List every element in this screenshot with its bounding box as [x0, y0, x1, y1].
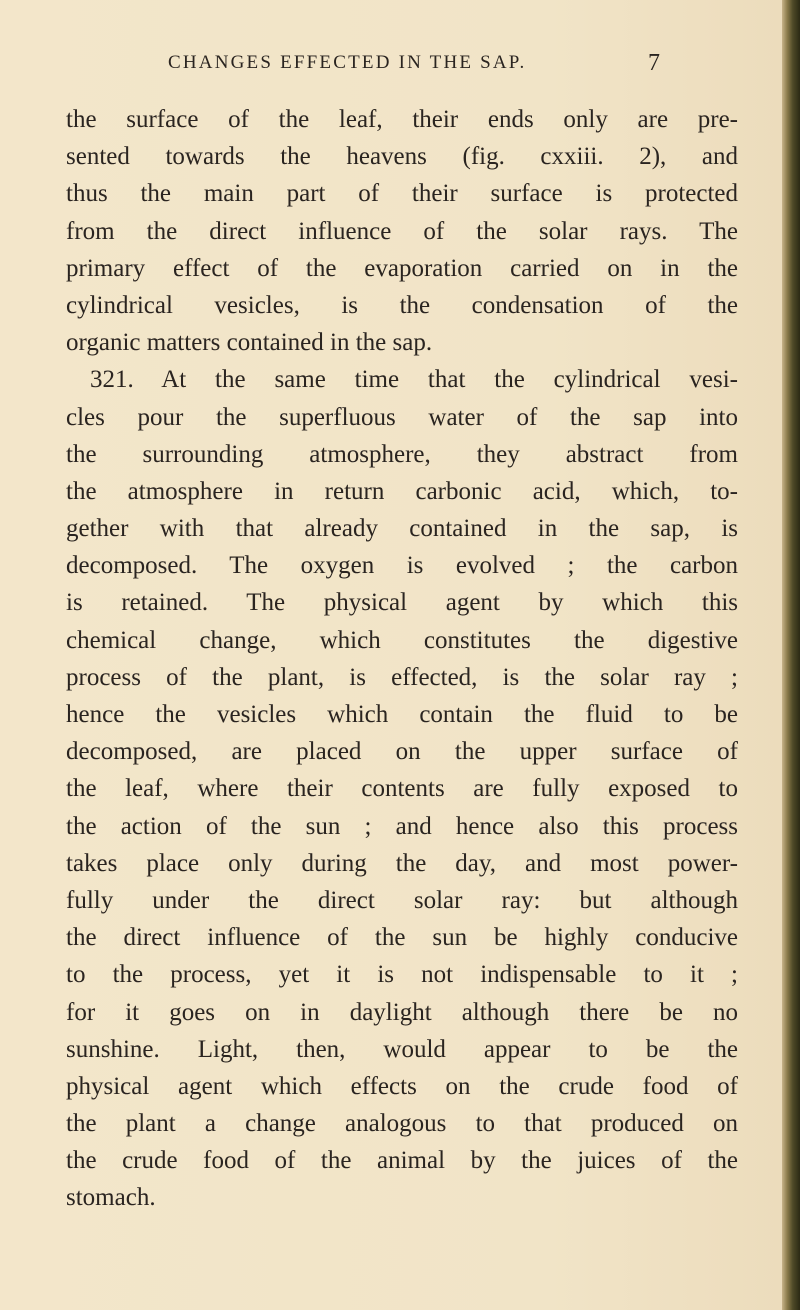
text-line: cylindrical vesicles, is the condensation of the	[66, 291, 738, 319]
body-text	[66, 101, 738, 1217]
text-line: primary effect of the evaporation carried on in the	[66, 254, 738, 282]
text-line: sunshine. Light, then, would appear to be the	[66, 1035, 738, 1063]
text-line: sented towards the heavens (fig. cxxiii. 2), and	[66, 143, 738, 171]
text-line: the direct influence of the sun be highly conducive	[66, 924, 738, 952]
text-line: fully under the direct solar ray: but although	[66, 886, 738, 914]
text-line: to the process, yet it is not indispensable to it ;	[66, 961, 738, 989]
page-binding-edge	[782, 0, 800, 1310]
text-line: hence the vesicles which contain the fluid to be	[66, 701, 738, 728]
text-line: the atmosphere in return carbonic acid, which, to-	[66, 477, 738, 505]
text-line: the leaf, where their contents are fully exposed to	[66, 775, 738, 803]
text-line: decomposed. The oxygen is evolved ; the carbon	[66, 552, 738, 580]
text-line: stomach.	[66, 1184, 156, 1212]
running-head: CHANGES EFFECTED IN THE SAP.	[168, 52, 527, 73]
page-number: 7	[648, 50, 660, 76]
text-line: thus the main part of their surface is protected	[66, 180, 738, 208]
text-line: chemical change, which constitutes the digestive	[66, 626, 738, 654]
text-line: process of the plant, is effected, is the solar ray ;	[66, 663, 738, 691]
text-line: is retained. The physical agent by which this	[66, 589, 738, 617]
text-line: the plant a change analogous to that produced on	[66, 1110, 738, 1138]
text-line: organic matters contained in the sap.	[66, 329, 433, 357]
text-line: the surrounding atmosphere, they abstract from	[66, 440, 738, 468]
text-line: for it goes on in daylight although there be no	[66, 998, 738, 1026]
text-line: the action of the sun ; and hence also this process	[66, 812, 738, 840]
text-line: gether with that already contained in the sap, is	[66, 515, 738, 543]
text-line: cles pour the superfluous water of the sap into	[66, 403, 738, 431]
paragraph-start-line: 321. At the same time that the cylindrical vesi-	[90, 366, 738, 394]
text-line: the crude food of the animal by the juices of the	[66, 1147, 738, 1175]
text-line: takes place only during the day, and most power-	[66, 849, 738, 877]
text-line: physical agent which effects on the crude food of	[66, 1072, 738, 1100]
page-header	[0, 52, 785, 82]
text-line: decomposed, are placed on the upper surface of	[66, 738, 738, 766]
text-line: from the direct influence of the solar rays. The	[66, 217, 738, 245]
text-line: the surface of the leaf, their ends only are pre-	[66, 106, 738, 133]
